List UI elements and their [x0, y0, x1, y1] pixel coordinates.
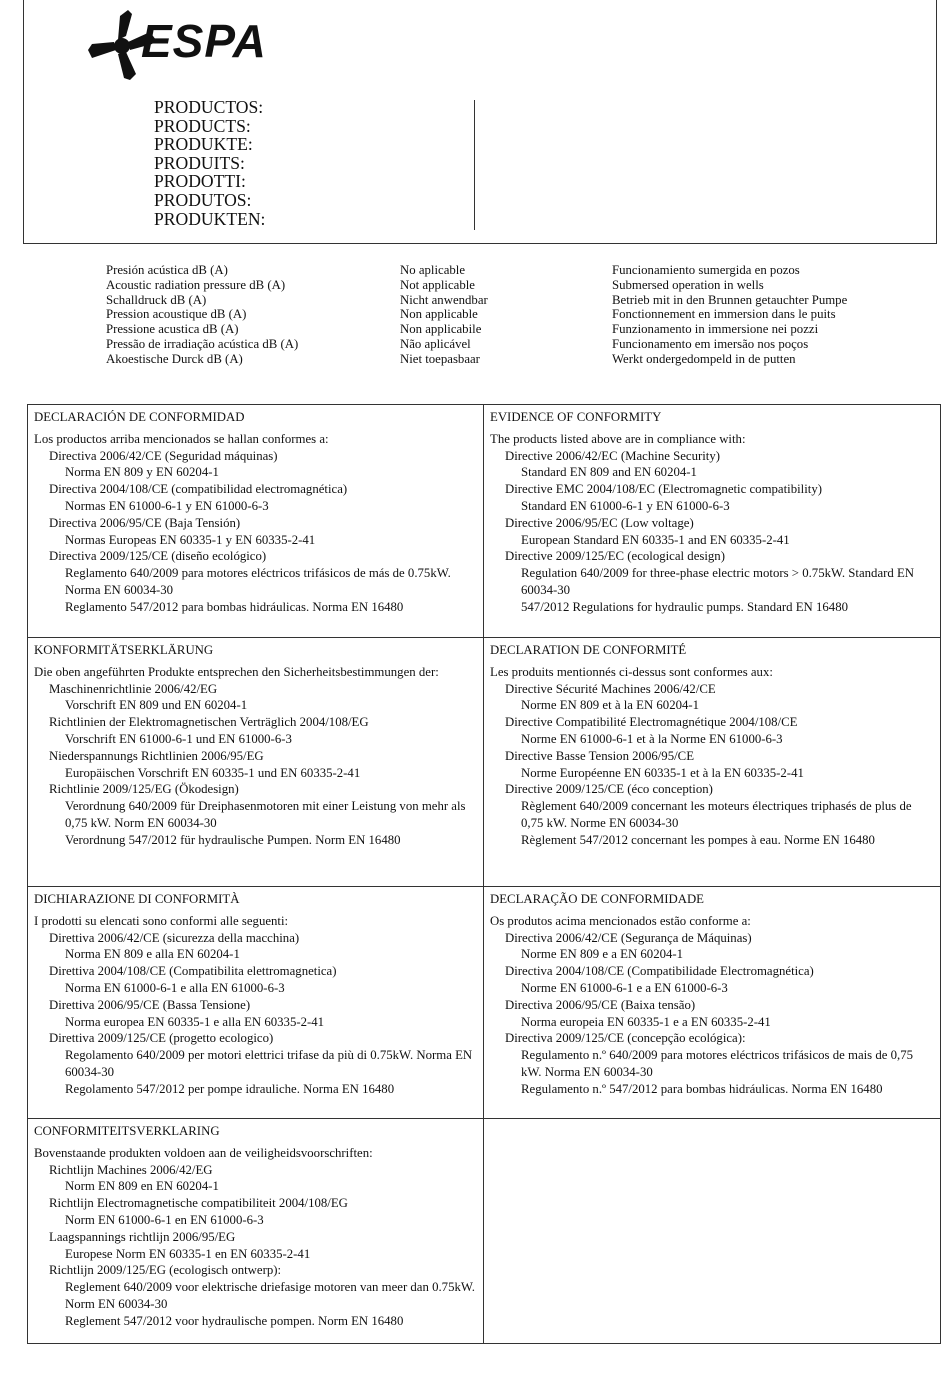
- section-line: Richtlijn Electromagnetische compatibiliteit 2004/108/EG: [49, 1196, 348, 1211]
- section-line: Standard EN 61000-6-1 y EN 61000-6-3: [521, 498, 730, 513]
- section-line: Richtlijn 2009/125/EG (ecologisch ontwerp):: [49, 1263, 282, 1278]
- section-line: Norme Européenne EN 60335-1 et à la EN 60335-2-41: [521, 765, 804, 780]
- info-line: Submersed operation in wells: [612, 277, 764, 292]
- table-row: [28, 1119, 940, 1343]
- section-line: Directiva 2004/108/CE (compatibilidad electromagnética): [49, 482, 348, 497]
- section-line: Norme EN 809 e a EN 60204-1: [521, 947, 684, 962]
- info-line: Nicht anwendbar: [400, 292, 488, 307]
- section-line: Direttiva 2009/125/CE (progetto ecologico): [49, 1031, 274, 1046]
- section-es: [28, 405, 484, 637]
- section-title: KONFORMITÄTSERKLÄRUNG: [34, 643, 214, 657]
- section-line: Règlement 547/2012 concernant les pompes à eau. Norme EN 16480: [521, 832, 875, 847]
- section-line: Richtlijn Machines 2006/42/EG: [49, 1162, 213, 1177]
- section-line: Directiva 2006/95/CE (Baixa tensão): [505, 997, 696, 1012]
- section-title: DECLARAÇÃO DE CONFORMIDADE: [490, 892, 704, 906]
- section-line: Vorschrift EN 809 und EN 60204-1: [65, 698, 248, 713]
- section-line: Directive 2009/125/EC (ecological design): [505, 549, 725, 564]
- section-line: Norma EN 809 e alla EN 60204-1: [65, 947, 240, 962]
- products-list: [154, 98, 265, 228]
- not-applicable-column: [400, 263, 488, 367]
- products-label: PRODOTTI:: [154, 171, 246, 192]
- products-label: PRODUKTE:: [154, 134, 253, 155]
- section-line: Niederspannungs Richtlinien 2006/95/EG: [49, 748, 264, 763]
- section-de: [28, 638, 484, 886]
- info-line: Akoestische Durck dB (A): [106, 351, 243, 366]
- section-line: Directive Basse Tension 2006/95/CE: [505, 748, 695, 763]
- operation-column: [612, 263, 847, 367]
- info-line: No aplicable: [400, 263, 466, 277]
- section-line: Directiva 2006/42/CE (Seguridad máquinas): [49, 448, 278, 463]
- section-title: DICHIARAZIONE DI CONFORMITÀ: [34, 892, 240, 906]
- products-label: PRODUITS:: [154, 152, 245, 173]
- section-line: Os produtos acima mencionados estão conforme a:: [490, 913, 751, 928]
- info-line: Acoustic radiation pressure dB (A): [106, 277, 286, 292]
- section-line: Norma europeia EN 60335-1 e a EN 60335-2-41: [521, 1014, 771, 1029]
- section-line: Les produits mentionnés ci-dessus sont conformes aux:: [490, 664, 773, 679]
- info-line: Funcionamiento sumergida en pozos: [612, 263, 800, 277]
- section-line: Reglamento 640/2009 para motores eléctricos trifásicos de más de 0.75kW. Norma EN 60034-30: [65, 566, 451, 597]
- section-line: Norma europea EN 60335-1 e alla EN 60335-2-41: [65, 1014, 325, 1029]
- info-line: Pressione acustica dB (A): [106, 322, 239, 337]
- section-line: Directiva 2004/108/CE (Compatibilidade Electromagnética): [505, 964, 814, 979]
- section-line: Die oben angeführten Produkte entsprechen den Sicherheitsbestimmungen der:: [34, 664, 439, 679]
- section-line: 547/2012 Regulations for hydraulic pumps. Standard EN 16480: [521, 599, 848, 614]
- header-divider: [474, 100, 475, 230]
- info-line: Funzionamento in immersione nei pozzi: [612, 322, 819, 337]
- section-line: Normas Europeas EN 60335-1 y EN 60335-2-41: [65, 532, 316, 547]
- info-line: Non applicabile: [400, 322, 482, 337]
- section-line: Norme EN 809 et à la EN 60204-1: [521, 698, 700, 713]
- section-line: Verordnung 640/2009 für Dreiphasenmotoren mit einer Leistung von mehr als 0,75 kW. Norm EN 60034-30: [65, 799, 466, 830]
- section-line: Norma EN 809 y EN 60204-1: [65, 465, 219, 480]
- section-line: Maschinenrichtlinie 2006/42/EG: [49, 681, 218, 696]
- table-row: [28, 638, 940, 887]
- section-en: [484, 405, 940, 637]
- section-it: [28, 887, 484, 1118]
- section-line: Norm EN 61000-6-1 en EN 61000-6-3: [65, 1212, 264, 1227]
- section-line: Standard EN 809 and EN 60204-1: [521, 465, 697, 480]
- section-line: Regulation 640/2009 for three-phase electric motors > 0.75kW. Standard EN 60034-30: [521, 566, 915, 597]
- info-line: Non applicable: [400, 307, 478, 322]
- section-line: Regolamento 547/2012 per pompe idrauliche. Norma EN 16480: [65, 1081, 395, 1096]
- section-line: Directiva 2009/125/CE (diseño ecológico): [49, 549, 267, 564]
- info-line: Pressão de irradiação acústica dB (A): [106, 336, 299, 351]
- info-line: Schalldruck dB (A): [106, 292, 207, 307]
- section-line: Reglamento 547/2012 para bombas hidráulicas. Norma EN 16480: [65, 599, 404, 614]
- section-nl: [28, 1119, 484, 1343]
- products-label: PRODUCTOS:: [154, 97, 264, 117]
- section-line: Richtlinien der Elektromagnetischen Verträglich 2004/108/EG: [49, 715, 369, 730]
- table-row: [28, 887, 940, 1119]
- section-line: Los productos arriba mencionados se hallan conformes a:: [34, 431, 329, 446]
- section-line: Normas EN 61000-6-1 y EN 61000-6-3: [65, 498, 269, 513]
- section-line: Reglement 547/2012 voor hydraulische pompen. Norm EN 16480: [65, 1313, 404, 1328]
- section-line: Regulamento n.º 547/2012 para bombas hidráulicas. Norma EN 16480: [521, 1081, 883, 1096]
- section-line: Directiva 2006/95/CE (Baja Tensión): [49, 515, 241, 530]
- section-empty: [484, 1119, 940, 1343]
- section-line: Bovenstaande produkten voldoen aan de veiligheidsvoorschriften:: [34, 1145, 373, 1160]
- section-line: Directive 2006/42/EC (Machine Security): [505, 448, 720, 463]
- section-line: Norma EN 61000-6-1 e alla EN 61000-6-3: [65, 980, 285, 995]
- info-line: Betrieb mit in den Brunnen getauchter Pumpe: [612, 292, 848, 307]
- section-line: The products listed above are in compliance with:: [490, 431, 746, 446]
- section-pt: [484, 887, 940, 1118]
- section-line: Richtlinie 2009/125/EG (Ökodesign): [49, 782, 239, 797]
- section-line: Direttiva 2004/108/CE (Compatibilita elettromagnetica): [49, 964, 337, 979]
- section-line: Directive 2006/95/EC (Low voltage): [505, 515, 694, 530]
- info-line: Presión acústica dB (A): [106, 263, 228, 277]
- info-line: Not applicable: [400, 277, 475, 292]
- products-label: PRODUTOS:: [154, 189, 252, 210]
- section-line: Norm EN 809 en EN 60204-1: [65, 1179, 219, 1194]
- info-line: Fonctionnement en immersion dans le puits: [612, 307, 836, 322]
- info-line: Pression acoustique dB (A): [106, 307, 247, 322]
- section-line: Directive EMC 2004/108/EC (Electromagnetic compatibility): [505, 482, 822, 497]
- section-line: Norme EN 61000-6-1 et à la Norme EN 61000-6-3: [521, 731, 783, 746]
- brand-name: ESPA: [141, 15, 267, 67]
- section-line: Vorschrift EN 61000-6-1 und EN 61000-6-3: [65, 731, 292, 746]
- section-line: Regulamento n.º 640/2009 para motores eléctricos trifásicos de mais de 0,75 kW. Norma EN 60034-30: [521, 1048, 914, 1079]
- section-line: Verordnung 547/2012 für hydraulische Pumpen. Norm EN 16480: [65, 832, 401, 847]
- table-row: [28, 405, 940, 638]
- section-title: CONFORMITEITSVERKLARING: [34, 1124, 220, 1138]
- section-line: Direttiva 2006/42/CE (sicurezza della macchina): [49, 930, 300, 945]
- section-line: Directiva 2006/42/CE (Segurança de Máquinas): [505, 930, 752, 945]
- section-line: Règlement 640/2009 concernant les moteurs électriques triphasés de plus de 0,75 kW. Norme EN 60034-30: [521, 799, 912, 830]
- info-line: Werkt ondergedompeld in de putten: [612, 351, 796, 366]
- conformity-table: [27, 404, 941, 1344]
- section-title: DECLARACIÓN DE CONFORMIDAD: [34, 410, 245, 424]
- section-fr: [484, 638, 940, 886]
- section-line: Direttiva 2006/95/CE (Bassa Tensione): [49, 997, 251, 1012]
- section-line: Directive Sécurité Machines 2006/42/CE: [505, 681, 716, 696]
- info-line: Funcionamento em imersão nos poços: [612, 336, 809, 351]
- section-line: Europäischen Vorschrift EN 60335-1 und EN 60335-2-41: [65, 765, 361, 780]
- section-title: DECLARATION DE CONFORMITÉ: [490, 643, 687, 657]
- section-line: European Standard EN 60335-1 and EN 60335-2-41: [521, 532, 790, 547]
- section-line: Regolamento 640/2009 per motori elettrici trifase da più di 0.75kW. Norma EN 60034-30: [65, 1048, 473, 1079]
- section-line: Laagspannings richtlijn 2006/95/EG: [49, 1229, 236, 1244]
- section-line: Europese Norm EN 60335-1 en EN 60335-2-41: [65, 1246, 311, 1261]
- section-line: Directive 2009/125/CE (éco conception): [505, 782, 713, 797]
- products-label: PRODUKTEN:: [154, 208, 266, 229]
- acoustic-pressure-column: [106, 263, 298, 367]
- info-line: Não aplicável: [400, 336, 471, 351]
- products-label: PRODUCTS:: [154, 115, 251, 136]
- section-line: I prodotti su elencati sono conformi alle seguenti:: [34, 913, 289, 928]
- section-line: Reglement 640/2009 voor elektrische driefasige motoren van meer dan 0.75kW. Norm EN 60034-30: [65, 1280, 475, 1311]
- section-title: EVIDENCE OF CONFORMITY: [490, 410, 662, 424]
- section-line: Norme EN 61000-6-1 e a EN 61000-6-3: [521, 980, 728, 995]
- info-line: Niet toepasbaar: [400, 351, 480, 366]
- section-line: Directiva 2009/125/CE (concepção ecológica):: [505, 1031, 746, 1046]
- section-line: Directive Compatibilité Electromagnétique 2004/108/CE: [505, 715, 798, 730]
